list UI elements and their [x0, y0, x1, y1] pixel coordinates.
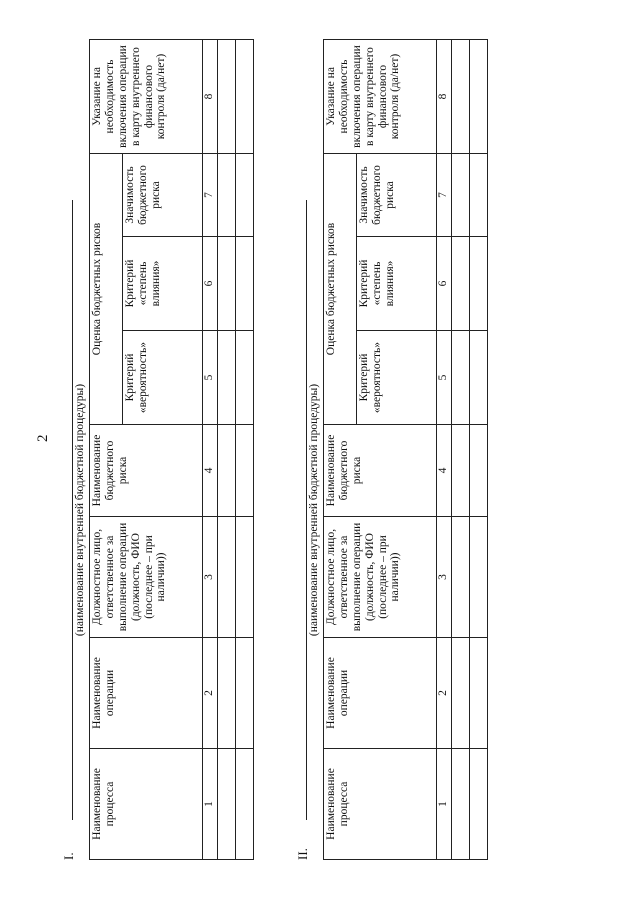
empty-cell — [470, 331, 488, 425]
header-operation: Наименование операции — [324, 638, 437, 749]
column-number: 4 — [437, 425, 452, 517]
empty-row — [452, 40, 470, 860]
column-number: 4 — [203, 425, 218, 517]
empty-cell — [452, 638, 470, 749]
empty-cell — [218, 638, 236, 749]
empty-cell — [470, 40, 488, 154]
risk-table-2 — [323, 39, 488, 860]
header-probability: Критерий «вероятность» — [357, 331, 437, 425]
empty-row — [470, 40, 488, 860]
header-risk-name: Наименование бюджетного риска — [90, 425, 203, 517]
header-probability: Критерий «вероятность» — [123, 331, 203, 425]
empty-cell — [218, 425, 236, 517]
empty-cell — [218, 237, 236, 331]
column-number: 7 — [437, 154, 452, 237]
header-risk-assessment: Оценка бюджетных рисков — [90, 154, 123, 425]
column-number: 2 — [437, 638, 452, 749]
header-significance: Значимость бюджетного риска — [123, 154, 203, 237]
column-number: 5 — [203, 331, 218, 425]
empty-cell — [470, 749, 488, 860]
empty-cell — [452, 517, 470, 638]
empty-cell — [470, 517, 488, 638]
empty-cell — [236, 40, 254, 154]
empty-cell — [218, 331, 236, 425]
column-number: 3 — [437, 517, 452, 638]
header-risk-name: Наименование бюджетного риска — [324, 425, 437, 517]
header-control-map-indication: Указание на необходимость включения операции в карту внутреннего финансового контроля (да/нет) — [90, 40, 203, 154]
empty-cell — [236, 517, 254, 638]
column-number: 1 — [203, 749, 218, 860]
page-number: 2 — [35, 434, 51, 442]
header-risk-assessment: Оценка бюджетных рисков — [324, 154, 357, 425]
empty-cell — [452, 40, 470, 154]
empty-cell — [236, 237, 254, 331]
header-control-map-indication: Указание на необходимость включения операции в карту внутреннего финансового контроля (да/нет) — [324, 40, 437, 154]
empty-cell — [236, 749, 254, 860]
empty-cell — [452, 749, 470, 860]
column-number: 8 — [437, 40, 452, 154]
column-number: 6 — [437, 237, 452, 331]
empty-cell — [236, 638, 254, 749]
empty-cell — [218, 517, 236, 638]
empty-cell — [236, 331, 254, 425]
column-number: 3 — [203, 517, 218, 638]
risk-table-1 — [89, 39, 254, 860]
header-official: Должностное лицо, ответственное за выполнение операции (должность, ФИО (последнее – при наличии)) — [324, 517, 437, 638]
empty-cell — [470, 425, 488, 517]
section-1-numeral: I. — [61, 852, 76, 860]
header-official: Должностное лицо, ответственное за выполнение операции (должность, ФИО (последнее – при наличии)) — [90, 517, 203, 638]
header-operation: Наименование операции — [90, 638, 203, 749]
empty-cell — [470, 638, 488, 749]
column-number: 2 — [203, 638, 218, 749]
column-number: 6 — [203, 237, 218, 331]
column-number: 7 — [203, 154, 218, 237]
empty-cell — [452, 154, 470, 237]
section-2-procedure-caption: (наименование внутренней бюджетной процедуры) — [306, 200, 321, 820]
column-number: 5 — [437, 331, 452, 425]
empty-cell — [218, 154, 236, 237]
empty-cell — [470, 154, 488, 237]
empty-row — [236, 40, 254, 860]
empty-cell — [218, 749, 236, 860]
empty-row — [218, 40, 236, 860]
header-impact: Критерий «степень влияния» — [123, 237, 203, 331]
empty-cell — [452, 425, 470, 517]
empty-cell — [218, 40, 236, 154]
section-2-numeral: II. — [295, 848, 310, 860]
header-impact: Критерий «степень влияния» — [357, 237, 437, 331]
column-number: 8 — [203, 40, 218, 154]
empty-cell — [236, 154, 254, 237]
section-1-procedure-caption: (наименование внутренней бюджетной процедуры) — [72, 200, 87, 820]
header-process: Наименование процесса — [324, 749, 437, 860]
column-number: 1 — [437, 749, 452, 860]
empty-cell — [236, 425, 254, 517]
header-significance: Значимость бюджетного риска — [357, 154, 437, 237]
empty-cell — [452, 237, 470, 331]
empty-cell — [470, 237, 488, 331]
header-process: Наименование процесса — [90, 749, 203, 860]
empty-cell — [452, 331, 470, 425]
